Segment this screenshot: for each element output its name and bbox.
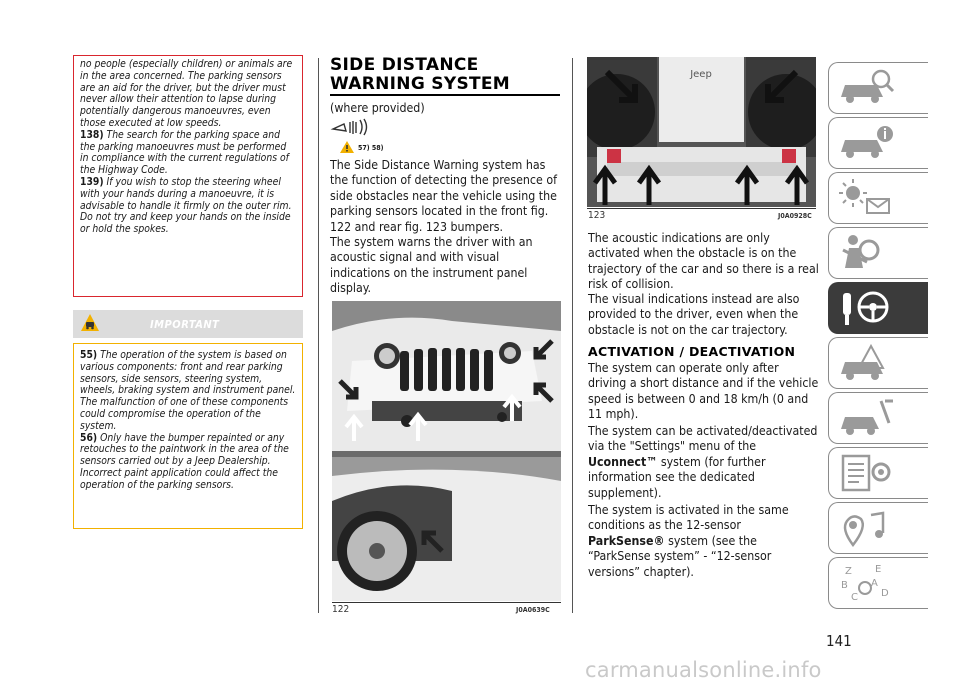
important-56: 56) Only have the bumper repainted or any retouches to the paintwork in the area of the sensors carried out by a Jeep Dealership. Incorrect paint application could affect the operation of the parking sensors.	[80, 431, 289, 491]
svg-text:C: C	[851, 592, 858, 603]
safety-airbag-icon	[837, 232, 897, 274]
para-visual: The visual indications instead are also provided to the driver, even when the obstacle is not on the car trajectory.	[588, 292, 800, 337]
para-settings: The system can be activated/deactivated via the "Settings" menu of the Uconnect™ system (for further information see the dedicated supplement).	[588, 424, 818, 500]
figure-rule	[587, 208, 816, 209]
tab-index[interactable]	[828, 557, 928, 609]
page-number: 141	[826, 632, 852, 650]
svg-text:B: B	[841, 580, 848, 591]
tab-technical-data[interactable]	[828, 447, 928, 499]
tab-warning-lights[interactable]	[828, 172, 928, 224]
watermark: carmanualsonline.info	[585, 658, 822, 682]
figure-122-front-bumper	[332, 301, 561, 601]
figure-123-number: 123	[588, 210, 606, 221]
warning-box	[73, 55, 303, 297]
para-acoustic: The acoustic indications are only activated when the obstacle is on the trajectory of the car and so there is a real risk of collision.	[588, 231, 819, 292]
figure-122-number: 122	[332, 604, 350, 615]
tab-multimedia[interactable]	[828, 502, 928, 554]
side-distance-warning-icon	[330, 117, 374, 137]
figure-123-rear-bumper	[587, 57, 816, 207]
car-search-icon	[837, 67, 897, 109]
svg-text:E: E	[875, 564, 882, 575]
figure-122-code: J0A0639C	[516, 606, 550, 614]
para-operate: The system can operate only after driving a short distance and if the vehicle speed is between 0 and 18 km/h (0 and 11 mph).	[588, 361, 819, 422]
figure-rule	[332, 602, 561, 603]
warning-text: no people (especially children) or animals are in the area concerned. The parking sensors are an aid for the driver, but the driver must never allow their attention to lapse during potentially dangerous manoeuvres, even those executed at low speeds.	[80, 58, 293, 129]
maintenance-icon	[837, 397, 897, 439]
important-title: IMPORTANT	[150, 318, 220, 331]
para-activated: The system is activated in the same conditions as the 12-sensor ParkSense® system (see the “ParkSense system” - “12-sensor versions” chapter).	[588, 503, 789, 579]
warning-lights-icon	[837, 177, 897, 219]
column-divider	[318, 58, 319, 613]
tab-knowing-your-vehicle[interactable]	[828, 62, 928, 114]
index-icon	[837, 562, 897, 604]
warning-139: 139) If you wish to stop the steering wheel with your hands during a manoeuvre, it is advisable to handle it firmly on the outer rim. Do not try and keep your hands on the inside or hold the spokes.	[80, 175, 292, 236]
multimedia-icon	[837, 507, 897, 549]
emergency-car-icon	[837, 342, 897, 384]
section-heading: SIDE DISTANCE WARNING SYSTEM	[330, 55, 511, 94]
para-function: The Side Distance Warning system has the function of detecting the presence of side obstacles near the vehicle using the parking sensors located in the front fig. 122 and rear fig. 123 bumpers.	[330, 158, 557, 234]
where-provided: (where provided)	[330, 101, 425, 115]
important-55: 55) The operation of the system is based on various components: front and rear parking sensors, side sensors, steering system, wheels, braking system and instrument panel. The malfunction of one of these components could compromise the operation of the system.	[80, 349, 296, 432]
svg-text:D: D	[881, 588, 889, 599]
technical-data-icon	[837, 452, 897, 494]
heading-rule	[330, 94, 560, 96]
tab-starting-and-driving[interactable]	[828, 282, 928, 334]
para-warns: The system warns the driver with an acoustic signal and with visual indications on the instrument panel display.	[330, 235, 533, 296]
important-car-icon	[80, 313, 100, 333]
tab-getting-to-know-dashboard[interactable]	[828, 117, 928, 169]
svg-text:Jeep: Jeep	[690, 69, 712, 80]
warning-triangle-icon	[340, 141, 354, 153]
tab-in-an-emergency[interactable]	[828, 337, 928, 389]
important-box	[73, 343, 303, 529]
note-references: 57) 58)	[358, 144, 384, 152]
svg-text:Z: Z	[845, 566, 852, 577]
warning-138: 138) The search for the parking space and the parking manoeuvres must be performed in compliance with the current regulations of the Highway Code.	[80, 128, 289, 177]
driving-steering-icon	[837, 287, 897, 329]
tab-servicing-and-care[interactable]	[828, 392, 928, 444]
tab-safety[interactable]	[828, 227, 928, 279]
activation-heading: ACTIVATION / DEACTIVATION	[588, 344, 796, 359]
figure-123-code: J0A0928C	[778, 212, 812, 220]
svg-text:A: A	[871, 578, 878, 589]
car-info-icon	[837, 122, 897, 164]
column-divider	[572, 58, 573, 613]
